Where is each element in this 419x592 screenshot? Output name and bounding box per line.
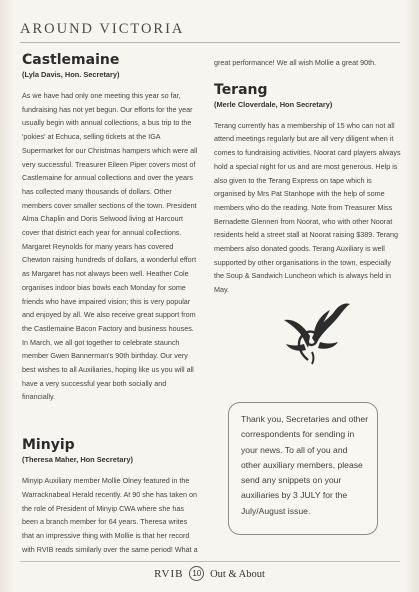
fleur-de-lis-ornament-icon xyxy=(268,294,358,366)
castlemaine-body: As we have had only one meeting this year so far, fundraising has not yet begun. Our efforts for the year usually begin with annual collections, a bus trip to the 'pokies' at Echuca, selling tickets at the IGA Supermarket for our Christmas hampers which were all very successful. Treasurer Eileen Piper covers most of Castlemaine for annual collections and over the years has collected many thousands of dollars. Other members cover smaller sections of the town. President Alma Chaplin and Doris Selwood living at Harcourt cover that district each year for annual collections. Margaret Reynolds for many years has covered Chewton raising hundreds of dollars, a wonderful effort as Margaret has not always been well. Heather Cole organises indoor bias bowls each Monday for some friends who have impaired vision; this is very popular and enjoyed by all. We also receive great support from the Castlemaine Bacon Factory and business houses. In March, we all got together to celebrate staunch member Gwen Bannerman's 90th birthday. Our very best wishes to all Auxiliaries, hoping like us you will all have a very successful year both socially and financially. xyxy=(22,91,198,402)
footer-org: RVIB xyxy=(154,568,184,580)
left-column xyxy=(22,52,200,556)
terang-byline: (Merle Cloverdale, Hon Secretary) xyxy=(214,99,333,109)
footer-divider xyxy=(20,561,400,562)
thank-you-notice xyxy=(228,402,378,535)
castlemaine-heading: Castlemaine xyxy=(22,52,120,68)
header-divider xyxy=(20,42,400,43)
minyip-byline: (Theresa Maher, Hon Secretary) xyxy=(22,455,133,465)
right-column xyxy=(214,56,402,297)
notice-text: Thank you, Secretaries and other correspondents for sending in your news. To all of you and other auxiliary members, please send any snippets on your auxiliaries by 3 JULY for the July/August issue. xyxy=(241,414,369,516)
minyip-continued: great performance! We all wish Mollie a great 90th. xyxy=(214,58,377,67)
castlemaine-byline: (Lyla Davis, Hon. Secretary) xyxy=(22,70,120,79)
minyip-heading: Minyip xyxy=(22,437,75,454)
terang-body: Terang currently has a membership of 15 who can not all attend meetings regularly but are all very diligent when it comes to fundraising activities. Noorat card players always hold a special night for us and are most generous. Help is also given to the Terang Express on tape which is organised by Mrs Pat Stanhope with the help of some members who do the reading. Note from Treasurer Miss Bernadette Glennen from Noorat, who with other Noorat residents held a street stall at Noorat raising $389. Terang members also donated goods. Terang Auxiliary is well supported by other organisations in the town, especially the Soup & Sandwich Luncheon which is always held in May. xyxy=(214,120,401,295)
minyip-body: Minyip Auxiliary member Mollie Olney featured in the Warracknabeal Herald recently. At 90 she has taken on the role of President of Minyip CWA where she has been a branch member for 64 years. Theresa writes that an impressive thing with Mollie is that her record with RVIB reads similarly over the same period! What a xyxy=(22,476,198,554)
footer-magazine: Out & About xyxy=(210,569,265,580)
page-header xyxy=(20,20,400,42)
page-footer xyxy=(0,566,419,581)
page-number: 10 xyxy=(189,566,204,581)
section-title: AROUND VICTORIA xyxy=(20,21,185,37)
terang-heading: Terang xyxy=(214,81,268,98)
